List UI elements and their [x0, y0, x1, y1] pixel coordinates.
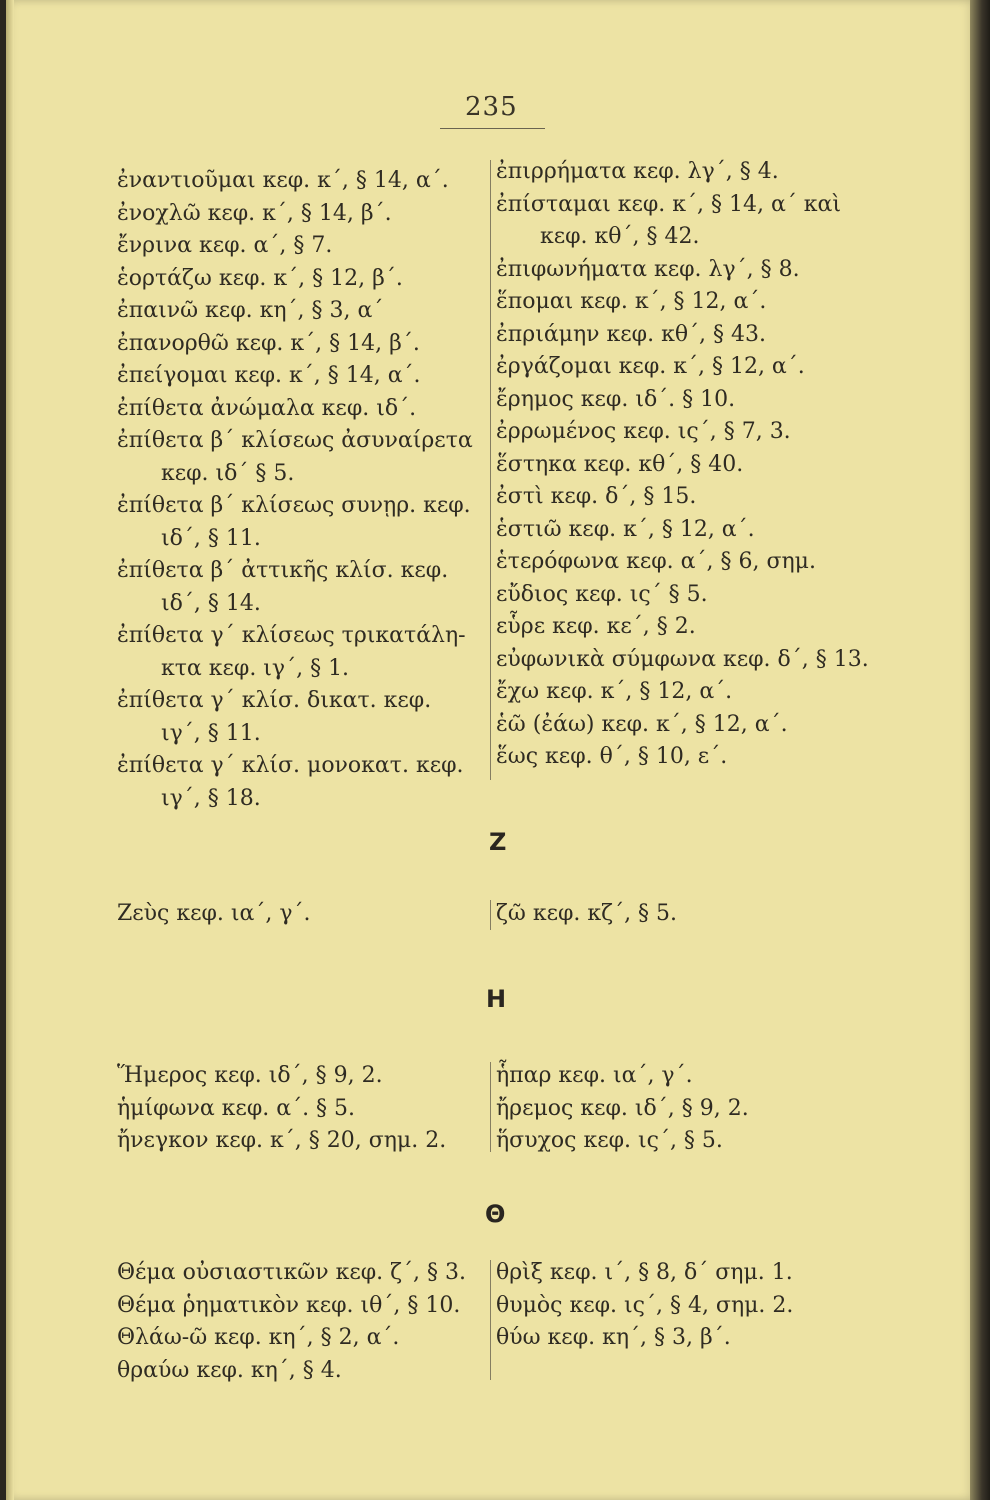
index-entry-continuation: κτα κεφ. ιγ΄, § 1.	[161, 655, 350, 681]
index-column-left	[117, 165, 473, 815]
index-entry-line: ἑτερόφωνα κεφ. α΄, § 6, σημ.	[496, 549, 816, 574]
index-entry	[117, 750, 473, 815]
index-entry-line: Ζεὺς κεφ. ια΄, γ΄.	[117, 901, 311, 926]
index-column-right	[496, 898, 677, 931]
index-entry	[496, 1060, 749, 1093]
index-entry-line: ἐπείγομαι κεφ. κ΄, § 14, α΄.	[117, 363, 421, 388]
index-entry	[117, 198, 473, 231]
index-entry-line: ἐπανορθῶ κεφ. κ΄, § 14, β΄.	[117, 330, 420, 356]
index-entry	[496, 1322, 793, 1355]
index-column-left	[117, 898, 311, 931]
page-edge	[970, 0, 990, 1500]
section-letter-zeta: Ζ	[489, 828, 507, 856]
index-entry	[117, 898, 311, 931]
index-entry-line: ἕπομαι κεφ. κ΄, § 12, α΄.	[496, 289, 767, 314]
index-entry-line: ἐπίθετα β΄ κλίσεως συνῃρ. κεφ.	[117, 493, 471, 518]
section-letter-eta: Η	[486, 985, 507, 1013]
index-entry	[117, 685, 473, 750]
index-column-right	[496, 1060, 749, 1158]
index-entry	[496, 741, 869, 774]
index-entry-line: ἐναντιοῦμαι κεφ. κ΄, § 14, α΄.	[117, 168, 449, 193]
index-entry-line: Θέμα ῥηματικὸν κεφ. ιθ΄, § 10.	[117, 1292, 461, 1318]
index-entry	[117, 555, 473, 620]
index-entry-line: ἐργάζομαι κεφ. κ΄, § 12, α΄.	[496, 354, 805, 379]
index-entry	[496, 709, 869, 742]
index-entry-line: ἐπριάμην κεφ. κθ΄, § 43.	[496, 321, 767, 347]
column-divider	[490, 1260, 491, 1380]
column-divider	[490, 1062, 491, 1152]
index-entry-line: Ἥμερος κεφ. ιδ΄, § 9, 2.	[117, 1063, 383, 1088]
index-entry	[496, 156, 869, 189]
index-entry-line: Θέμα οὐσιαστικῶν κεφ. ζ΄, § 3.	[117, 1260, 467, 1285]
index-entry-line: ἐπιφωνήματα κεφ. λγ΄, § 8.	[496, 256, 800, 282]
index-entry-line: ἐστὶ κεφ. δ΄, § 15.	[496, 484, 697, 509]
index-entry-continuation: ιγ΄, § 18.	[161, 785, 261, 811]
index-entry	[117, 1355, 466, 1388]
index-entry-line: ἑορτάζω κεφ. κ΄, § 12, β΄.	[117, 265, 403, 291]
page-number: 235	[465, 92, 518, 122]
index-entry	[496, 546, 869, 579]
index-entry-line: ἐπίσταμαι κεφ. κ΄, § 14, α΄ καὶ	[496, 191, 842, 217]
index-entry-line: ἔνρινα κεφ. α΄, § 7.	[117, 233, 333, 258]
index-entry	[496, 1290, 793, 1323]
index-entry	[117, 393, 473, 426]
index-entry	[117, 360, 473, 393]
index-entry-line: ἐπίθετα γ΄ κλίσ. μονοκατ. κεφ.	[117, 753, 464, 778]
index-entry	[117, 165, 473, 198]
index-entry	[496, 449, 869, 482]
index-entry-line: εὐφωνικὰ σύμφωνα κεφ. δ΄, § 13.	[496, 646, 869, 672]
index-entry	[117, 620, 473, 685]
index-entry	[117, 1290, 466, 1323]
index-entry	[496, 676, 869, 709]
index-entry-line: ἔχω κεφ. κ΄, § 12, α΄.	[496, 679, 733, 704]
index-entry	[496, 1093, 749, 1126]
index-entry-continuation: κεφ. κθ΄, § 42.	[540, 224, 700, 249]
index-column-left	[117, 1257, 466, 1387]
index-entry-line: ἐπίθετα β΄ κλίσεως ἀσυναίρετα	[117, 428, 473, 453]
index-entry-line: ἐπιρρήματα κεφ. λγ΄, § 4.	[496, 159, 779, 184]
index-entry-line: ἐπίθετα γ΄ κλίσεως τρικατάλη-	[117, 623, 466, 648]
index-entry-line: θρὶξ κεφ. ι΄, § 8, δ΄ σημ. 1.	[496, 1260, 793, 1285]
index-entry-line: Θλάω-ῶ κεφ. κη΄, § 2, α΄.	[117, 1325, 400, 1350]
index-entry-line: ἑῶ (ἐάω) κεφ. κ΄, § 12, α΄.	[496, 711, 788, 737]
index-entry	[496, 416, 869, 449]
index-entry-line: ἐπίθετα ἀνώμαλα κεφ. ιδ΄.	[117, 395, 417, 421]
index-entry-line: ἐρρωμένος κεφ. ις΄, § 7, 3.	[496, 419, 791, 444]
index-entry-line: ἐπαινῶ κεφ. κη΄, § 3, α΄	[117, 298, 384, 323]
index-entry-continuation: ιγ΄, § 11.	[161, 720, 261, 746]
index-entry-line: εὗρε κεφ. κε΄, § 2.	[496, 614, 696, 639]
index-entry-continuation: ιδ΄, § 14.	[161, 590, 261, 616]
index-entry	[117, 295, 473, 328]
index-entry	[496, 384, 869, 417]
header-rule	[440, 128, 545, 129]
index-entry-line: ἥσυχος κεφ. ις΄, § 5.	[496, 1128, 723, 1153]
index-column-right	[496, 156, 869, 774]
index-entry	[496, 644, 869, 677]
index-entry	[496, 611, 869, 644]
index-entry-line: θυμὸς κεφ. ις΄, § 4, σημ. 2.	[496, 1292, 794, 1318]
index-entry	[117, 1060, 446, 1093]
index-entry-line: ἔρημος κεφ. ιδ΄. § 10.	[496, 386, 736, 412]
index-entry	[496, 1257, 793, 1290]
index-entry-line: ἤρεμος κεφ. ιδ΄, § 9, 2.	[496, 1095, 749, 1121]
index-entry	[117, 1093, 446, 1126]
index-entry	[496, 514, 869, 547]
index-entry-line: ἐνοχλῶ κεφ. κ΄, § 14, β΄.	[117, 200, 392, 226]
index-entry-line: ἕστηκα κεφ. κθ΄, § 40.	[496, 451, 744, 477]
index-entry	[117, 1322, 466, 1355]
index-entry	[117, 1257, 466, 1290]
index-entry-line: ἕως κεφ. θ΄, § 10, ε΄.	[496, 744, 728, 769]
index-entry-line: ἧπαρ κεφ. ια΄, γ΄.	[496, 1063, 693, 1088]
index-entry	[496, 579, 869, 612]
index-entry	[117, 328, 473, 361]
index-entry	[496, 286, 869, 319]
index-entry	[496, 319, 869, 352]
index-entry-continuation: ιδ΄, § 11.	[161, 525, 261, 551]
index-entry-line: ἐπίθετα γ΄ κλίσ. δικατ. κεφ.	[117, 688, 432, 713]
section-letter-theta: Θ	[485, 1200, 506, 1228]
index-entry	[496, 898, 677, 931]
index-entry	[496, 1125, 749, 1158]
index-column-right	[496, 1257, 793, 1355]
index-entry-line: ζῶ κεφ. κζ΄, § 5.	[496, 901, 678, 926]
index-entry	[117, 425, 473, 490]
index-entry-line: ἑστιῶ κεφ. κ΄, § 12, α΄.	[496, 516, 755, 542]
index-entry	[496, 481, 869, 514]
index-entry-line: εὔδιος κεφ. ις΄ § 5.	[496, 581, 708, 607]
index-entry-line: ἤνεγκον κεφ. κ΄, § 20, σημ. 2.	[117, 1128, 447, 1153]
index-entry-line: θραύω κεφ. κη΄, § 4.	[117, 1357, 342, 1383]
index-entry	[117, 230, 473, 263]
index-entry	[117, 1125, 446, 1158]
index-entry	[496, 254, 869, 287]
index-entry	[117, 263, 473, 296]
index-entry-line: θύω κεφ. κη΄, § 3, β΄.	[496, 1325, 731, 1350]
index-entry-line: ἐπίθετα β΄ ἀττικῆς κλίσ. κεφ.	[117, 558, 449, 583]
page-spine-shadow	[6, 0, 14, 1500]
index-entry	[496, 351, 869, 384]
index-entry-line: ἡμίφωνα κεφ. α΄. § 5.	[117, 1095, 356, 1121]
index-entry	[117, 490, 473, 555]
index-entry	[496, 189, 869, 254]
column-divider	[490, 160, 491, 780]
index-column-left	[117, 1060, 446, 1158]
index-entry-continuation: κεφ. ιδ΄ § 5.	[161, 460, 295, 486]
column-divider	[490, 900, 491, 930]
